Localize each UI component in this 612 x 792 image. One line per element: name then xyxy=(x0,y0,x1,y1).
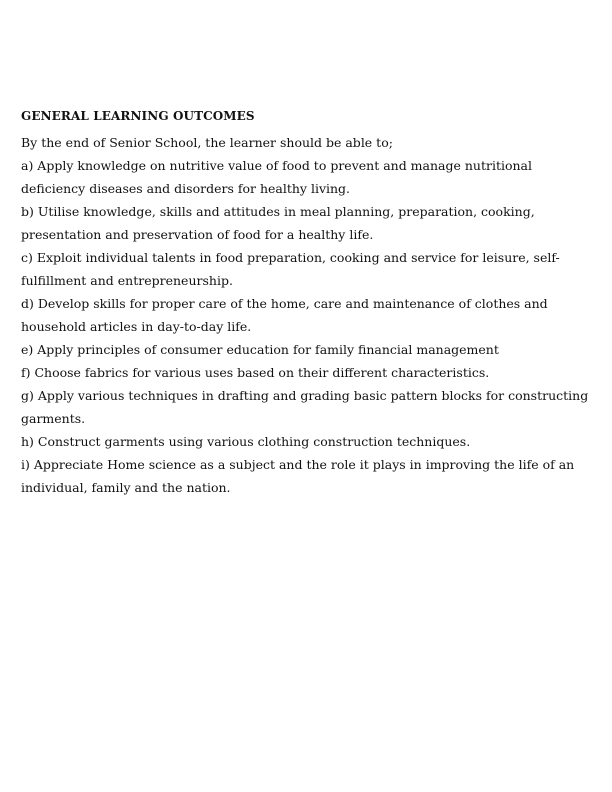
outcome-item-a: a) Apply knowledge on nutritive value of food to prevent and manage nutritional deficiency diseases and disorders for healthy living. xyxy=(21,158,533,196)
document-page xyxy=(21,108,593,499)
outcome-item-g: g) Apply various techniques in drafting and grading basic pattern blocks for constructing garments. xyxy=(21,388,589,426)
intro-text: By the end of Senior School, the learner should be able to; xyxy=(21,135,393,150)
section-heading: GENERAL LEARNING OUTCOMES xyxy=(21,109,255,123)
outcome-item-d: d) Develop skills for proper care of the home, care and maintenance of clothes and household articles in day-to-day life. xyxy=(21,296,548,334)
outcome-item-e: e) Apply principles of consumer education for family financial management xyxy=(21,342,499,357)
outcome-item-c: c) Exploit individual talents in food preparation, cooking and service for leisure, self-fulfillment and entrepreneurship. xyxy=(21,250,560,288)
outcome-item-h: h) Construct garments using various clothing construction techniques. xyxy=(21,434,471,449)
outcome-item-b: b) Utilise knowledge, skills and attitudes in meal planning, preparation, cooking, presentation and preservation of food for a healthy life. xyxy=(21,204,535,242)
outcome-item-i: i) Appreciate Home science as a subject and the role it plays in improving the life of an individual, family and the nation. xyxy=(21,457,575,495)
outcome-item-f: f) Choose fabrics for various uses based on their different characteristics. xyxy=(21,365,490,380)
outcomes-list xyxy=(21,154,593,499)
